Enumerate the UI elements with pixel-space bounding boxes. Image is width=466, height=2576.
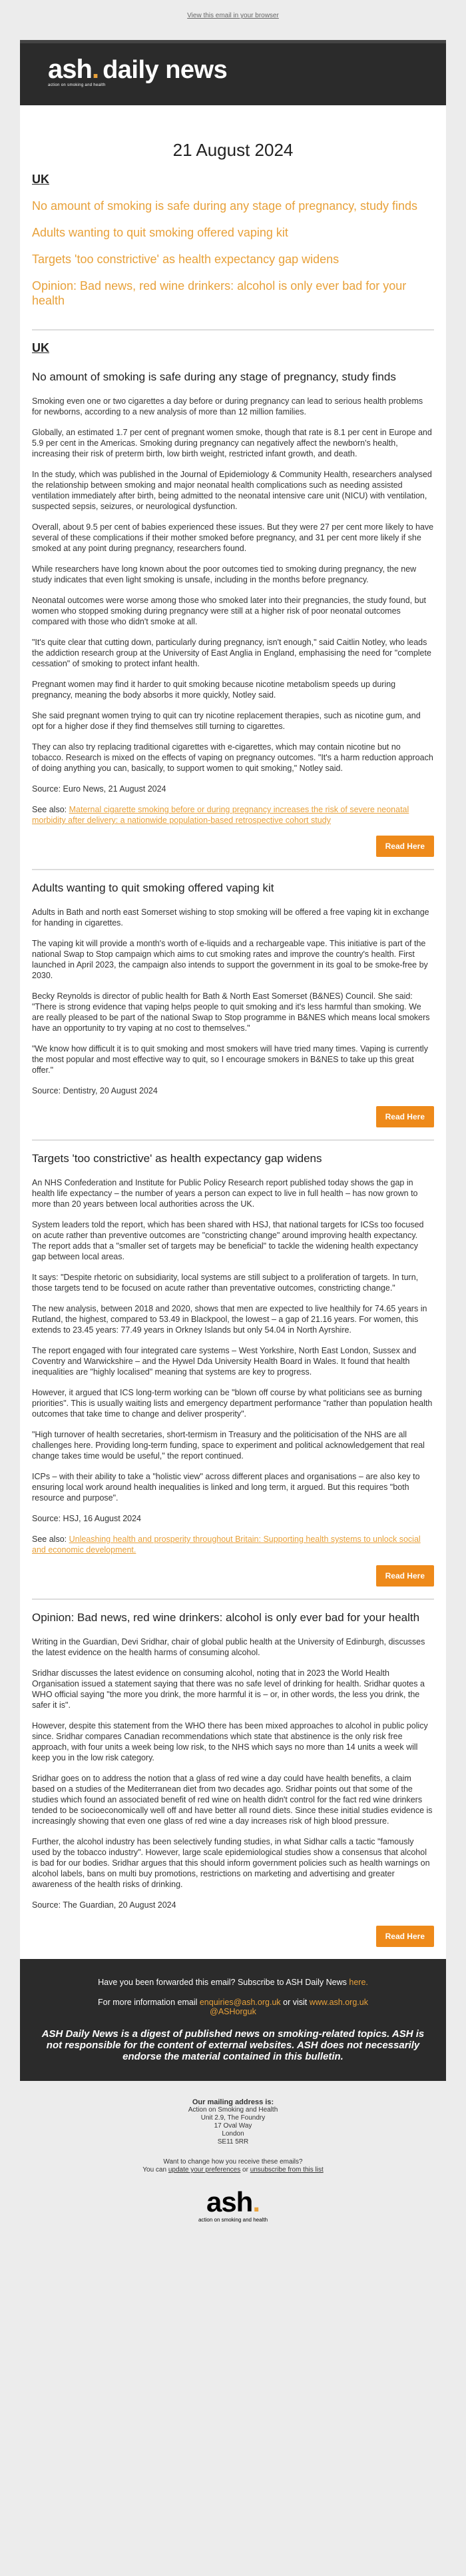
article-paragraph: Pregnant women may find it harder to quit smoking because nicotine metabolism speeds up during pregnancy, meaning the body absorbs it more quickly, Notley said.: [32, 680, 396, 700]
article-paragraph: "High turnover of health secretaries, short-termism in Treasury and the politicisation of the NHS are all challenges here. Providing long-term funding, space to experiment and political acknowledgement that real change takes time would be useful," the report continued.: [32, 1430, 425, 1461]
article-source: Source: The Guardian, 20 August 2024: [32, 1900, 176, 1910]
address-line: Unit 2.9, The Foundry: [200, 2114, 266, 2122]
toc-link[interactable]: Targets 'too constrictive' as health expectancy gap widens: [32, 253, 340, 266]
forwarded-text: Have you been forwarded this email? Subscribe to ASH Daily News: [98, 1978, 350, 1987]
article-paragraph: Further, the alcohol industry has been selectively funding studies, in what Sidhar calls a tactic "famously used by the tobacco industry". However, large scale epidemiological studies show a consensus that alcohol is bad for our bodies. Sridhar argues that this should inform government policies such as health warnings on alcohol labels, bans on multi buy promotions, restrictions on marketing and advertising and greater awareness of the health risks of drinking.: [32, 1837, 430, 1889]
article-paragraph: Sridhar goes on to address the notion that a glass of red wine a day could have health benefits, a claim based on a studies of the Mediterranean diet from two decades ago. Sridhar points out that some of the studies which found an associated benefit of red wine on health didn't control for the fact red wine drinkers tended to be socioeconomically well off and have better all round diets. Since these initial studies evidence is increasingly showing that even one glass of red wine a day increases risk of high blood pressure.: [32, 1774, 433, 1826]
region-heading: UK: [32, 341, 49, 354]
article-paragraph: However, despite this statement from the WHO there has been mixed approaches to alcohol in public policy since. Sridhar compares Canadian recommendations which state that abstinence is the only risk free approach, with four units a week being low risk, to the NHS which says no more than 14 units a week will keep you in the low risk category.: [32, 1721, 428, 1762]
article-paragraph: It says: "Despite rhetoric on subsidiarity, local systems are still subject to a proliferation of targets. In turn, those targets tend to be focused on acute rather than preventative outcomes, constricting change.": [32, 1273, 419, 1293]
see-also: [32, 804, 434, 826]
article-source: Source: Euro News, 21 August 2024: [32, 784, 166, 794]
ash-logo: ash. daily news action on smoking and health: [48, 55, 228, 87]
address-line: Action on Smoking and Health: [188, 2106, 278, 2114]
article-paragraph: Adults in Bath and north east Somerset wishing to stop smoking will be offered a free vaping kit in exchange for handing in cigarettes.: [32, 908, 429, 928]
article: [20, 870, 446, 1139]
prefs-line: Want to change how you receive these emails?: [163, 2158, 303, 2166]
forwarded-line: [36, 1978, 430, 1987]
address-line: London: [222, 2130, 244, 2138]
info-text: For more information email: [98, 1998, 200, 2007]
article-paragraph: ICPs – with their ability to take a "holistic view" across different places and organisations – are also key to ensuring local work around health inequalities is linked and long term, it argued. But this requires "both resource and purpose".: [32, 1472, 420, 1503]
or-visit-text: or visit: [280, 1998, 310, 2007]
article-paragraph: Sridhar discusses the latest evidence on consuming alcohol, noting that in 2023 the World Health Organisation issued a statement saying that there was no safe level of drinking for health. Sridhar quotes a WHO official saying "the more you drink, the more harmful it is – or, in other words, the less you drink, the safer it is".: [32, 1668, 425, 1710]
article-paragraph: System leaders told the report, which has been shared with HSJ, that national targets for ICSs too focused on acute rather than preventive outcomes are "constricting change" around improving health expectancy. The report adds that a "smaller set of targets may be beneficial" to tackle the widening health expectancy gap between local areas.: [32, 1220, 424, 1261]
address-heading: Our mailing address is:: [192, 2098, 274, 2106]
article: [20, 1600, 446, 1959]
header-banner: [20, 40, 446, 105]
twitter-link[interactable]: @ASHorguk: [210, 2007, 256, 2016]
article-paragraph: Smoking even one or two cigarettes a day before or during pregnancy can lead to serious health problems for newborns, according to a new analysis of more than 12 million families.: [32, 396, 423, 416]
address-line: SE11 5RR: [217, 2138, 249, 2146]
address-line: 17 Oval Way: [214, 2122, 252, 2130]
article-paragraph: Overall, about 9.5 per cent of babies experienced these issues. But they were 27 per cent more likely to have several of these complications if their mother smoked before pregnancy, and 31 per cent more likely if she smoked at any point during pregnancy, researchers found.: [32, 522, 434, 553]
toc-region-heading: UK: [32, 173, 49, 186]
main-content: [20, 105, 446, 1959]
article-paragraph: Writing in the Guardian, Devi Sridhar, chair of global public health at the University of Edinburgh, discusses the latest evidence on the health harms of consuming alcohol.: [32, 1637, 425, 1657]
see-also-link[interactable]: Maternal cigarette smoking before or during pregnancy increases the risk of severe neonatal morbidity after delivery: a nationwide population-based retrospective cohort study: [32, 805, 409, 825]
prefs-or: or: [240, 2166, 250, 2174]
article-title: Adults wanting to quit smoking offered vaping kit: [32, 882, 274, 894]
disclaimer: ASH Daily News is a digest of published news on smoking-related topics. ASH is not responsible for the content of external websites. ASH does not necessarily endorse the material contained in this bulletin.: [41, 2028, 425, 2062]
info-line: [36, 1998, 430, 2016]
footer-logo-tagline: action on smoking and health: [198, 2217, 268, 2223]
article-paragraph: The report engaged with four integrated care systems – West Yorkshire, North East London, Sussex and Coventry and Warwickshire – and the Hywel Dda University Health Board in Wales. It found that health inequalities are "highly localised" meaning that systems are key to progress.: [32, 1346, 417, 1377]
mailing-address: [20, 2081, 446, 2158]
logo-brand: ash: [48, 55, 92, 84]
article-source: Source: HSJ, 16 August 2024: [32, 1514, 141, 1523]
toc-link[interactable]: Opinion: Bad news, red wine drinkers: alcohol is only ever bad for your health: [32, 279, 407, 307]
toc-link[interactable]: No amount of smoking is safe during any stage of pregnancy, study finds: [32, 199, 417, 213]
toc-link[interactable]: Adults wanting to quit smoking offered vaping kit: [32, 226, 288, 239]
article: [20, 1141, 446, 1599]
update-preferences-link[interactable]: update your preferences: [168, 2166, 241, 2174]
article-paragraph: While researchers have long known about the poor outcomes tied to smoking during pregnancy, the new study indicates that even light smoking is unsafe, including in the months before pregnancy.: [32, 564, 417, 584]
subscribe-link[interactable]: here.: [349, 1978, 368, 1987]
issue-date: 21 August 2024: [172, 140, 294, 160]
footer-logo: ash. action on smoking and health: [20, 2188, 446, 2236]
email-container: [20, 40, 446, 2236]
article-paragraph: An NHS Confederation and Institute for Public Policy Research report published today shows the gap in health life expectancy – the number of years a person can expect to live in full health – has now grown to more than 20 years between local authorities across the UK.: [32, 1178, 418, 1209]
article-paragraph: Becky Reynolds is director of public health for Bath & North East Somerset (B&NES) Council. She said: "There is strong evidence that vaping helps people to quit smoking and it's less harmful than smoking. We are really pleased to be part of the national Swap to Stop programme in B&NES which means local smokers have an opportunity to try vaping at no cost to themselves.": [32, 991, 430, 1033]
article-paragraph: She said pregnant women trying to quit can try nicotine replacement therapies, such as nicotine gum, and opt for a higher dose if they find themselves still turning to cigarettes.: [32, 711, 421, 731]
footer-logo-brand: ash: [206, 2186, 253, 2218]
see-also-label: See also:: [32, 805, 69, 814]
footer-box: [20, 1959, 446, 2081]
read-here-button[interactable]: Read Here: [376, 836, 434, 857]
article-paragraph: In the study, which was published in the Journal of Epidemiology & Community Health, researchers analysed the relationship between smoking and major neonatal health complications such as needing assisted ventilation immediately after birth, being admitted to the neonatal intensive care unit (NICU) with ventilation, suspected sepsis, seizures, or neurological dysfunction.: [32, 470, 432, 511]
article-title: No amount of smoking is safe during any stage of pregnancy, study finds: [32, 370, 396, 383]
article-paragraph: "We know how difficult it is to quit smoking and most smokers will have tried many times. Vaping is currently the most popular and most effective way to quit, so I encourage smokers in B&NES to take up this great offer.": [32, 1044, 428, 1075]
top-bar: [0, 0, 466, 40]
article-title: Targets 'too constrictive' as health expectancy gap widens: [32, 1152, 322, 1165]
email-link[interactable]: enquiries@ash.org.uk: [199, 1998, 281, 2007]
logo-tagline: action on smoking and health: [48, 83, 106, 87]
prefs-you-can: You can: [142, 2166, 168, 2174]
article-source: Source: Dentistry, 20 August 2024: [32, 1086, 158, 1095]
article: [20, 330, 446, 869]
article-paragraph: "It's quite clear that cutting down, particularly during pregnancy, isn't enough," said Caitlin Notley, who leads the addiction research group at the University of East Anglia in England, emphasising the need for "complete cessation" of smoking to protect infant health.: [32, 638, 431, 668]
read-here-button[interactable]: Read Here: [376, 1106, 434, 1127]
preferences: [20, 2158, 446, 2188]
read-here-button[interactable]: Read Here: [376, 1565, 434, 1587]
view-in-browser-link[interactable]: View this email in your browser: [187, 12, 279, 19]
newsletter-title: daily news: [103, 56, 228, 84]
article-paragraph: However, it argued that ICS long-term working can be "blown off course by what politicians see as burning priorities". This is usually waiting lists and emergency department performance "rather than population health outcomes that take time to change and deliver prosperity".: [32, 1388, 433, 1419]
see-also: [32, 1534, 434, 1555]
read-here-button[interactable]: Read Here: [376, 1926, 434, 1947]
unsubscribe-link[interactable]: unsubscribe from this list: [250, 2166, 324, 2174]
article-paragraph: Globally, an estimated 1.7 per cent of pregnant women smoke, though that rate is 8.1 per cent in Europe and 5.9 per cent in the Americas. Smoking during pregnancy can negatively affect the newborn's health, increasing their risk of preterm birth, low birth weight, restricted infant growth, and death.: [32, 428, 432, 458]
article-title: Opinion: Bad news, red wine drinkers: alcohol is only ever bad for your health: [32, 1611, 420, 1624]
table-of-contents: [20, 173, 446, 329]
article-paragraph: They can also try replacing traditional cigarettes with e-cigarettes, which may contain nicotine but no tobacco. Research is mixed on the effects of vaping on pregnancy outcomes. "It's a harm reduction approach of doing anything you can, basically, to support women to quit smoking," Notley said.: [32, 742, 433, 773]
see-also-link[interactable]: Unleashing health and prosperity throughout Britain: Supporting health systems to unlock social and economic development.: [32, 1535, 421, 1555]
article-paragraph: The vaping kit will provide a month's worth of e-liquids and a rechargeable vape. This initiative is part of the national Swap to Stop campaign which aims to cut smoking rates and improve the country's health. First launched in April 2023, the campaign also intends to support the government in its goal to be smoke-free by 2030.: [32, 939, 428, 980]
article-paragraph: Neonatal outcomes were worse among those who smoked later into their pregnancies, the study found, but women who stopped smoking during pregnancy were still at a higher risk of poor neonatal outcomes compared with those who didn't smoke at all.: [32, 596, 427, 626]
see-also-label: See also:: [32, 1535, 69, 1544]
website-link[interactable]: www.ash.org.uk: [309, 1998, 368, 2007]
article-paragraph: The new analysis, between 2018 and 2020, shows that men are expected to live healthily for 74.65 years in Rutland, the highest, compared to 53.49 in Blackpool, the lowest – a gap of 21.16 years. For women, this extends to 23.45 years: 77.49 years in Orkney Islands but only 54.04 in North Ayrshire.: [32, 1304, 427, 1335]
